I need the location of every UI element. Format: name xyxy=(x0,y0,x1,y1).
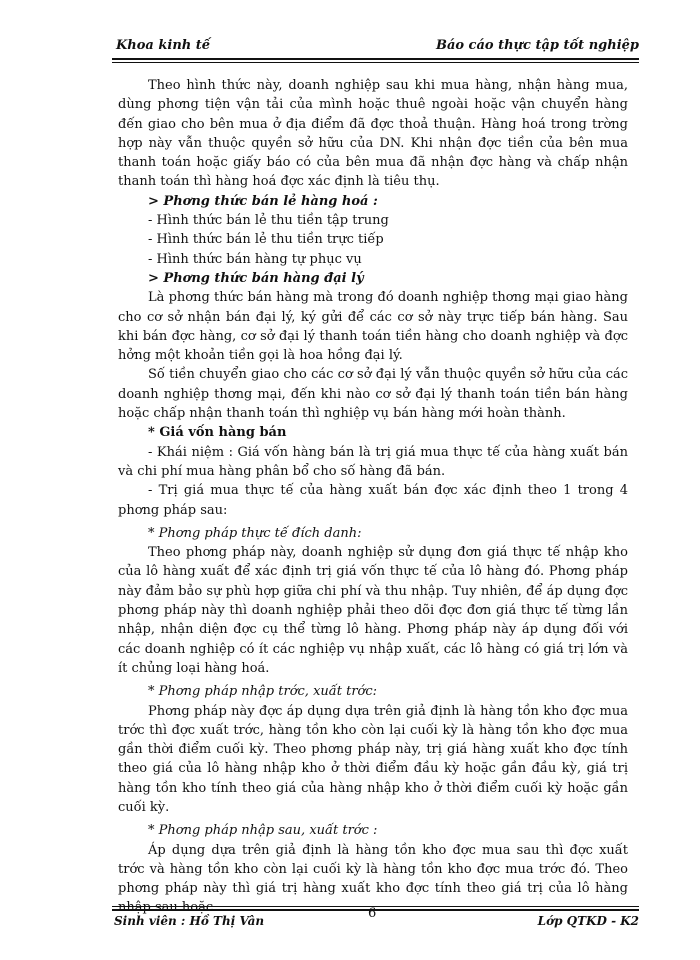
list-item: - Hình thức bán lẻ thu tiền trực tiếp xyxy=(148,232,384,248)
list-item: - Hình thức bán hàng tự phục vụ xyxy=(148,251,362,267)
header-faculty: Khoa kinh tế xyxy=(116,38,211,53)
subsection-heading: * Phơng pháp thực tế đích danh: xyxy=(148,525,362,541)
paragraph: - Khái niệm : Giá vốn hàng bán là trị giá mua thực tế của hàng xuất bán và chi phí mua hàng phân bổ cho số hàng đã bán. xyxy=(118,444,628,479)
section-heading: > Phơng thức bán hàng đại lý xyxy=(148,270,364,286)
header-rule xyxy=(112,58,639,60)
paragraph: Là phơng thức bán hàng mà trong đó doanh nghiệp thơng mại giao hàng cho cơ sở nhận bán đại lý, ký gửi để các cơ sở này trực tiếp bán hàng. Sau khi bán đợc hàng, cơ sở đại lý thanh toán tiền hàng cho doanh nghiệp và đợc hởng một khoản tiền gọi là hoa hồng đại lý. xyxy=(118,290,628,364)
header-report-title: Báo cáo thực tập tốt nghiệp xyxy=(435,38,639,53)
section-heading: > Phơng thức bán lẻ hàng hoá : xyxy=(148,193,378,209)
page-footer xyxy=(112,906,639,932)
page-number: 6 xyxy=(368,906,377,921)
paragraph: Theo phơng pháp này, doanh nghiệp sử dụng đơn giá thực tế nhập kho của lô hàng xuất để xác định trị giá vốn thực tế của lô hàng đó. Phơng pháp này đảm bảo sự phù hợp giữa chi phí và thu nhập. Tuy nhiên, để áp dụng đợc phơng pháp này thì doanh nghiệp phải theo dõi đợc đơn giá thực tế từng lần nhập, nhận diện đợc cụ thể từng lô hàng. Phơng pháp này áp dụng đối với các doanh nghiệp có ít các nghiệp vụ nhập xuất, các lô hàng có giá trị lớn và ít chủng loại hàng hoá. xyxy=(118,545,628,676)
header-rule-thin xyxy=(112,62,639,63)
subsection-heading: * Phơng pháp nhập trớc, xuất trớc: xyxy=(148,684,378,700)
list-item: - Hình thức bán lẻ thu tiền tập trung xyxy=(148,213,389,229)
subsection-heading: * Phơng pháp nhập sau, xuất trớc : xyxy=(148,823,378,839)
footer-class: Lớp QTKD - K2 xyxy=(537,914,639,928)
section-heading: * Giá vốn hàng bán xyxy=(148,425,287,441)
paragraph: - Trị giá mua thực tế của hàng xuất bán đợc xác định theo 1 trong 4 phơng pháp sau: xyxy=(118,483,628,518)
page-body xyxy=(118,76,628,918)
paragraph: Số tiền chuyển giao cho các cơ sở đại lý vẫn thuộc quyền sở hữu của các doanh nghiệp thơng mại, đến khi nào cơ sở đại lý thanh toán tiền bán hàng hoặc chấp nhận thanh toán thì nghiệp vụ bán hàng mới hoàn thành. xyxy=(118,367,628,422)
paragraph: Áp dụng dựa trên giả định là hàng tồn kho đợc mua sau thì đợc xuất trớc và hàng tồn kho còn lại cuối kỳ là hàng tồn kho đợc mua trớc đó. Theo phơng pháp này thì giá trị hàng xuất kho đợc tính theo giá trị của lô hàng nhập sau hoặc xyxy=(118,842,628,916)
paragraph: Phơng pháp này đợc áp dụng dựa trên giả định là hàng tồn kho đợc mua trớc thì đợc xuất trớc, hàng tồn kho còn lại cuối kỳ là hàng tồn kho đợc mua gần thời điểm cuối kỳ. Theo phơng pháp này, trị giá hàng xuất kho đợc tính theo giá của lô hàng nhập kho ở thời điểm đầu kỳ hoặc gần đầu kỳ, giá trị hàng tồn kho tính theo giá của hàng nhập kho ở thời điểm cuối kỳ hoặc gần cuối kỳ. xyxy=(118,703,628,815)
footer-student: Sinh viên : Hồ Thị Vân xyxy=(114,914,265,928)
paragraph: Theo hình thức này, doanh nghiệp sau khi mua hàng, nhận hàng mua, dùng phơng tiện vận tải của mình hoặc thuê ngoài hoặc vận chuyển hàng đến giao cho bên mua ở địa điểm đã đợc thoả thuận. Hàng hoá trong trờng hợp này vẫn thuộc quyền sở hữu của DN. Khi nhận đợc tiền của bên mua thanh toán hoặc giấy báo có của bên mua đã nhận đợc hàng và chấp nhận thanh toán thì hàng hoá đợc xác định là tiêu thụ. xyxy=(118,78,628,190)
page-header xyxy=(112,38,639,60)
